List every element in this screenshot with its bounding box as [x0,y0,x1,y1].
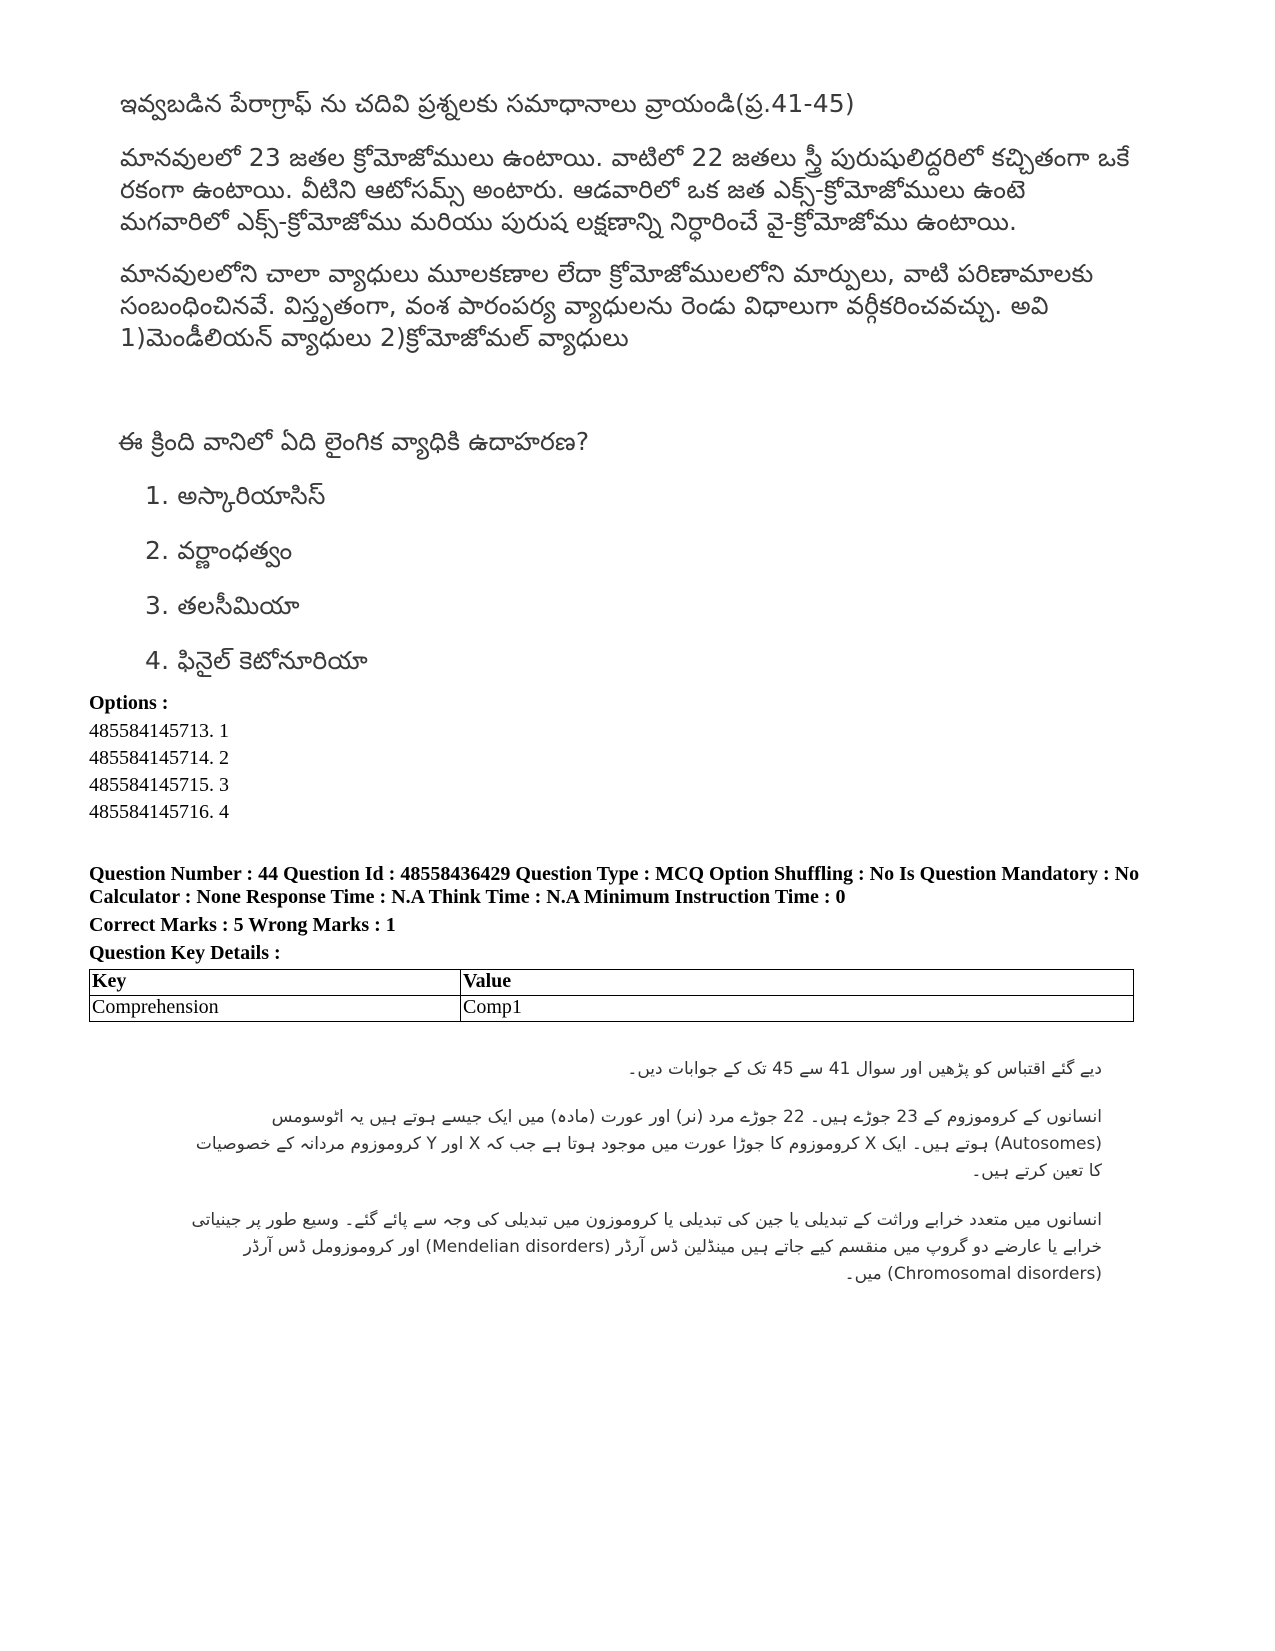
paragraph-line: 1)మెండీలియన్ వ్యాధులు 2)క్రోమోజోమల్ వ్యాధులు [120,323,629,352]
question-choice: 4. ఫినైల్ కెటోనూరియా [145,646,368,675]
telugu-passage-heading: ఇవ్వబడిన పేరాగ్రాఫ్ ను చదివి ప్రశ్నలకు సమాధానాలు వ్రాయండి(ప్ర.41-45) [120,89,855,118]
table-cell-key: Comprehension [90,996,461,1022]
telugu-passage-paragraph-2 [120,258,1170,354]
paragraph-line: (Autosomes) ہوتے ہیں۔ ایک X کروموزوم کا جوڑا عورت میں موجود ہوتا ہے جب کہ X اور Y کروموزوم مردانہ کے خصوصیات [195,1134,1102,1154]
option-item: 485584145714. 2 [89,747,229,769]
paragraph-line: సంబంధించినవే. విస్తృతంగా, వంశ పారంపర్య వ్యాధులను రెండు విధాలుగా వర్గీకరించవచ్చు. అవి [120,291,1049,320]
urdu-passage-heading: دیے گئے اقتباس کو پڑھیں اور سوال 41 سے 45 تک کے جوابات دیں۔ [627,1059,1102,1079]
paragraph-line: రకంగా ఉంటాయి. వీటిని ఆటోసమ్స్ అంటారు. ఆడవారిలో ఒక జత ఎక్స్-క్రోమోజోములు ఉంటె [120,175,1026,204]
table-cell-value: Comp1 [461,996,1134,1022]
option-item: 485584145716. 4 [89,801,229,823]
paragraph-line: انسانوں کے کروموزوم کے 23 جوڑے ہیں۔ 22 جوڑے مرد (نر) اور عورت (مادہ) میں ایک جیسے ہوتے ہیں یہ اٹوسومس [271,1107,1102,1127]
paragraph-line: మగవారిలో ఎక్స్-క్రోమోజోము మరియు పురుష లక్షణాన్ని నిర్ధారించే వై-క్రోమోజోము ఉంటాయి. [120,207,1018,236]
question-text: ఈ క్రింది వానిలో ఏది లైంగిక వ్యాధికి ఉదాహరణ? [118,427,590,456]
table-header-value: Value [461,970,1134,996]
paragraph-line: మానవులలో 23 జతల క్రోమోజోములు ఉంటాయి. వాటిలో 22 జతలు స్త్రీ పురుషులిద్దరిలో కచ్చితంగా ఒకే [120,143,1130,172]
question-key-details-label: Question Key Details : [89,942,281,964]
telugu-passage-paragraph-1 [120,142,1170,238]
paragraph-line: మానవులలోని చాలా వ్యాధులు మూలకణాల లేదా క్రోమోజోములలోని మార్పులు, వాటి పరిణామాలకు [120,259,1094,288]
urdu-passage-paragraph-2 [102,1207,1102,1288]
option-item: 485584145715. 3 [89,774,229,796]
table-header-row [90,970,1134,996]
paragraph-line: خرابے یا عارضے دو گروپ میں منقسم کیے جاتے ہیں مینڈلین ڈس آرڈر (Mendelian disorders) اور کروموزومل ڈس آرڈر [243,1237,1102,1257]
options-label: Options : [89,692,169,714]
option-item: 485584145713. 1 [89,720,229,742]
paragraph-line: (Chromosomal disorders) میں۔ [844,1264,1102,1284]
question-choice: 1. అస్కారియాసిస్ [145,481,326,510]
key-details-table [89,969,1134,1022]
paragraph-line: کا تعین کرتے ہیں۔ [971,1161,1102,1181]
paragraph-line: انسانوں میں متعدد خرابے وراثت کے تبدیلی یا جین کی تبدیلی یا کروموزون میں تبدیلی کی وجہ سے پائے گئے۔ وسیع طور پر جینیاتی [191,1210,1102,1230]
table-row [90,996,1134,1022]
question-choice: 3. తలసీమియా [145,591,300,620]
question-choice: 2. వర్ణాంధత్వం [145,536,293,565]
table-header-key: Key [90,970,461,996]
question-meta-line: Question Number : 44 Question Id : 48558436429 Question Type : MCQ Option Shuffling : No Is Question Mandatory : No Calculator : None Response Time : N.A Think Time : N.A Minimum Instruction Time : 0 [89,863,1140,908]
question-marks: Correct Marks : 5 Wrong Marks : 1 [89,914,396,936]
urdu-passage-paragraph-1 [102,1104,1102,1185]
